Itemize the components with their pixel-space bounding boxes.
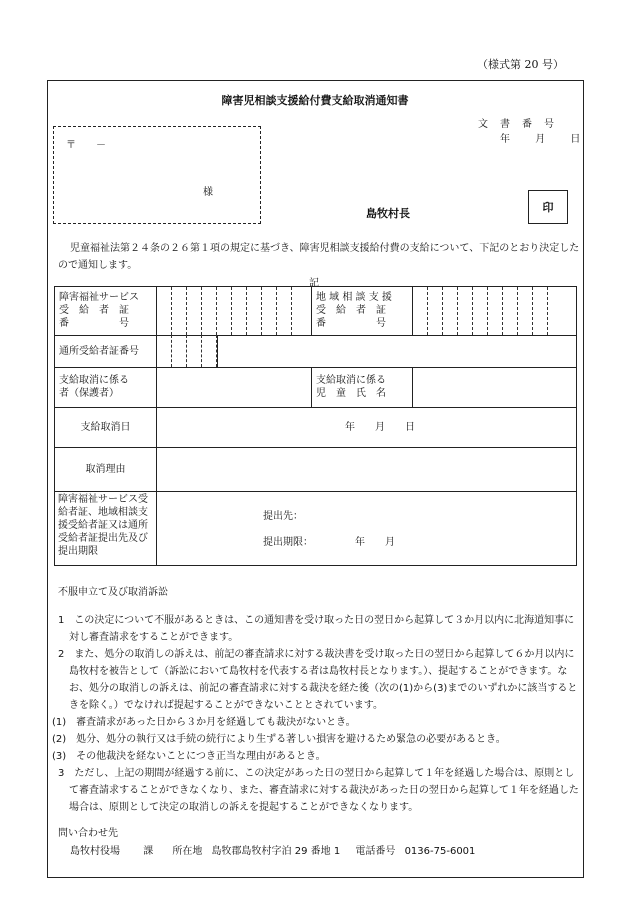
contact-office: 島牧村役場 (70, 846, 120, 857)
appeal-section-title: 不服申立て及び取消訴訟 (58, 587, 168, 598)
seal-label: 印 (542, 201, 554, 214)
contact-address: 島牧郡島牧村字泊 29 番地 1 (211, 846, 341, 857)
note-2: 2 また、処分の取消しの訴えは、前記の審査請求に対する裁決書を受け取った日の翌日から起算して６か月以内に島牧村を被告として（訴訟において島牧村を代表する者は島牧村長となります。）、提起することができます。なお、処分の取消しの訴えは、前記の審査請求に対する裁決を経た後（次の(1)から(3)までのいずれかに該当するときを除く。）でなければ提起することができないこととされています。 (58, 649, 578, 711)
child-name-label: 支給取消に係る 児 童 氏 名 (316, 375, 386, 399)
sender-name: 島牧村長 (366, 207, 410, 220)
date-day: 日 (570, 134, 581, 145)
service-cert-label: 障害福祉サービス 受 給 者 証 番 号 (59, 292, 139, 329)
contact-heading: 問い合わせ先 (58, 828, 118, 839)
cancel-date-value: 年 月 日 (345, 422, 415, 433)
note-3: 3 ただし、上記の期間が経過する前に、この決定があった日の翌日から起算して１年を経過した場合は、原則として審査請求することができなくなり、また、審査請求に対する裁決があった日の翌日から起算して１年を経過した場合は、原則として決定の取消しの訴えを提起することができなくなります。 (58, 768, 579, 813)
form-number: （様式第 20 号） (477, 58, 564, 71)
note-1: 1 この決定について不服があるときは、この通知書を受け取った日の翌日から起算して３か月以内に北海道知事に対し審査請求をすることができます。 (58, 615, 575, 643)
note-2-2: (2) 処分、処分の執行又は手続の続行により生ずる著しい損害を避けるため緊急の必要があるとき。 (52, 734, 506, 745)
contact-section: 課 (143, 846, 154, 857)
guardian-label: 支給取消に係る 者（保護者） (59, 375, 129, 399)
note-2-3: (3) その他裁決を経ないことにつき正当な理由があるとき。 (52, 751, 326, 762)
details-table (54, 286, 577, 566)
postal-code: 〒 － (66, 140, 106, 151)
appeal-notes (52, 612, 583, 816)
recipient-suffix: 様 (203, 187, 213, 198)
submission-deadline-value: 年 月 (355, 537, 395, 548)
date-month: 月 (535, 134, 546, 145)
contact-address-label: 所在地 (172, 846, 203, 857)
cancel-reason-label: 取消理由 (85, 464, 126, 475)
date-year: 年 (500, 134, 510, 145)
contact-phone: 0136-75-6001 (404, 846, 476, 857)
contact-phone-label: 電話番号 (355, 846, 396, 857)
issue-date (500, 130, 580, 145)
seal-box (528, 190, 568, 224)
submission-deadline-label: 提出期限： (263, 537, 313, 548)
submission-label: 障害福祉サービス受 給者証、地域相談支 援受給者証又は通所 受給者証提出先及び 提出期限 (58, 494, 148, 557)
document-title: 障害児相談支援給付費支給取消通知書 (221, 94, 409, 107)
ki-heading: 記 (309, 278, 319, 289)
day-service-cert-label: 通所受給者証番号 (59, 346, 139, 357)
submission-destination-label: 提出先： (263, 511, 303, 522)
intro-text: 児童福祉法第２４条の２６第１項の規定に基づき、障害児相談支援給付費の支給について、下記のとおり決定したので通知します。 (58, 243, 580, 271)
cancel-date-label: 支給取消日 (80, 422, 131, 433)
doc-number-label: 文書番号 (478, 119, 566, 130)
contact-info (70, 842, 487, 857)
note-2-1: (1) 審査請求があった日から３か月を経過しても裁決がないとき。 (52, 717, 356, 728)
regional-cert-label: 地 域 相 談 支 援 受 給 者 証 番 号 (316, 292, 392, 329)
